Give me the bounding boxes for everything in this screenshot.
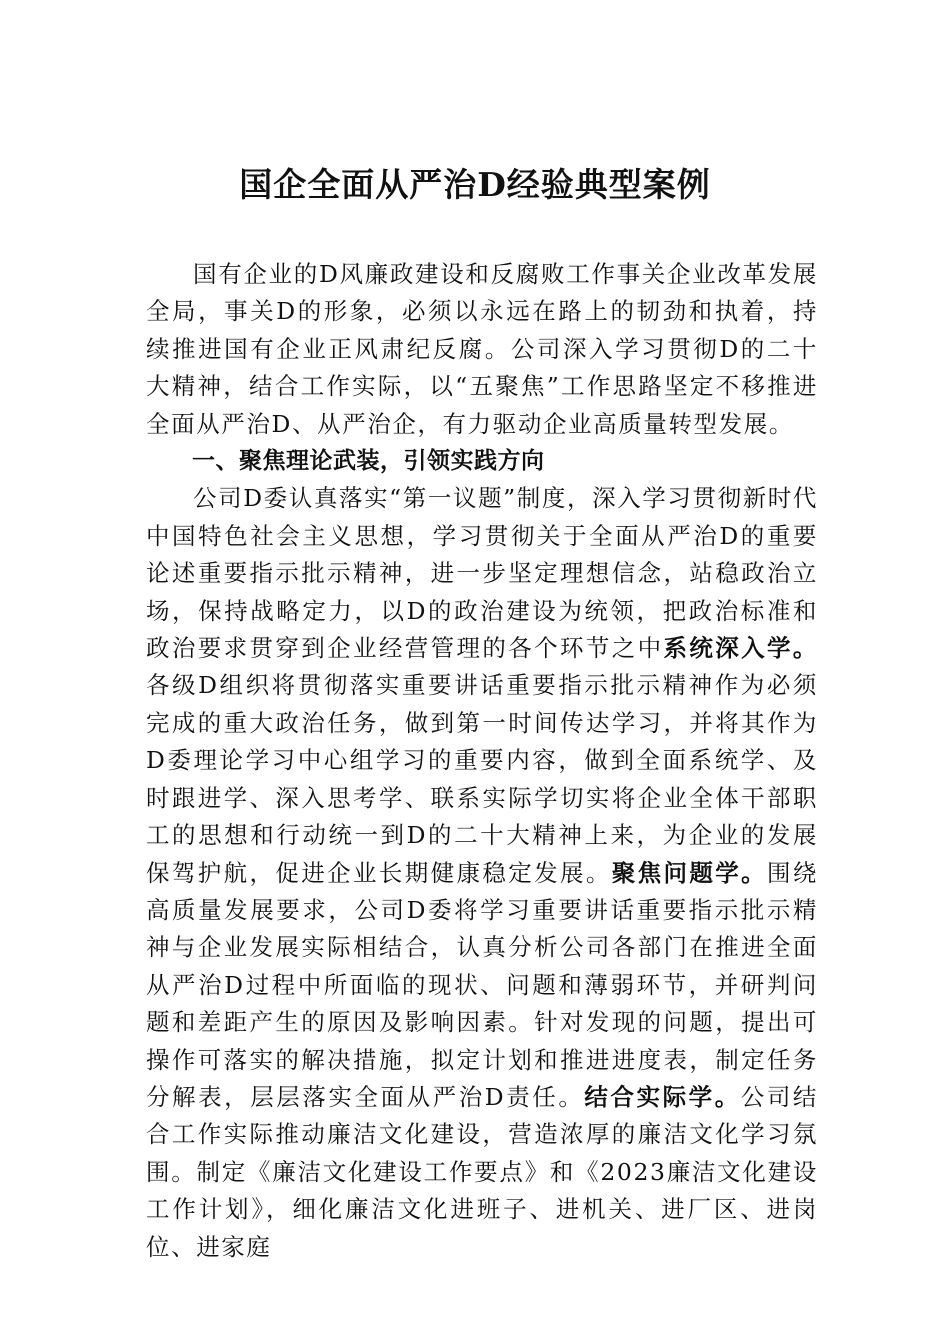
paragraph-text: 公司D委认真落实“第一议题”制度，深入学习贯彻新时代中国特色社会主义思想，学习贯彻关于全面从严治D的重要论述重要指示批示精神，进一步坚定理想信念，站稳政治立场，保持战略定力，以D的政治建设为统领，把政治标准和政治要求贯穿到企业经营管理的各个环节之中 (146, 484, 818, 663)
bold-lead-systematic: 系统深入学。 (663, 634, 818, 663)
section-heading: 一、聚焦理论武装，引领实践方向 (192, 448, 545, 475)
paragraph-text: 公司结合工作实际推动廉洁文化建设，营造浓厚的廉洁文化学习氛围。制定《廉洁文化建设工作要点》和《2023廉洁文化建设工作计划》，细化廉洁文化进班子、进机关、进厂区、进岗位、进家庭 (146, 1082, 818, 1261)
bold-lead-problem-focused: 聚焦问题学。 (611, 858, 767, 887)
document-title: 国企全面从严治D经验典型案例 (239, 165, 711, 204)
intro-paragraph: 国有企业的D风廉政建设和反腐败工作事关企业改革发展全局，事关D的形象，必须以永远在路上的韧劲和执着，持续推进国有企业正风肃纪反腐。公司深入学习贯彻D的二十大精神，结合工作实际，以“五聚焦”工作思路坚定不移推进全面从严治D、从严治企，有力驱动企业高质量转型发展。 (146, 260, 818, 438)
paragraph-text: 各级D组织将贯彻落实重要讲话重要指示批示精神作为必须完成的重大政治任务，做到第一时间传达学习，并将其作为D委理论学习中心组学习的重要内容，做到全面系统学、及时跟进学、深入思考学、联系实际学切实将企业全体干部职工的思想和行动统一到D的二十大精神上来，为企业的发展保驾护航，促进企业长期健康稳定发展。 (146, 671, 818, 887)
paragraph-text: 围绕高质量发展要求，公司D委将学习重要讲话重要指示批示精神与企业发展实际相结合，认真分析公司各部门在推进全面从严治D过程中所面临的现状、问题和薄弱环节，并研判问题和差距产生的原因及影响因素。针对发现的问题，提出可操作可落实的解决措施，拟定计划和推进进度表，制定任务分解表，层层落实全面从严治D责任。 (146, 858, 818, 1111)
document-body (146, 256, 818, 1266)
bold-lead-practical: 结合实际学。 (584, 1082, 741, 1111)
section-paragraph (146, 480, 818, 1266)
